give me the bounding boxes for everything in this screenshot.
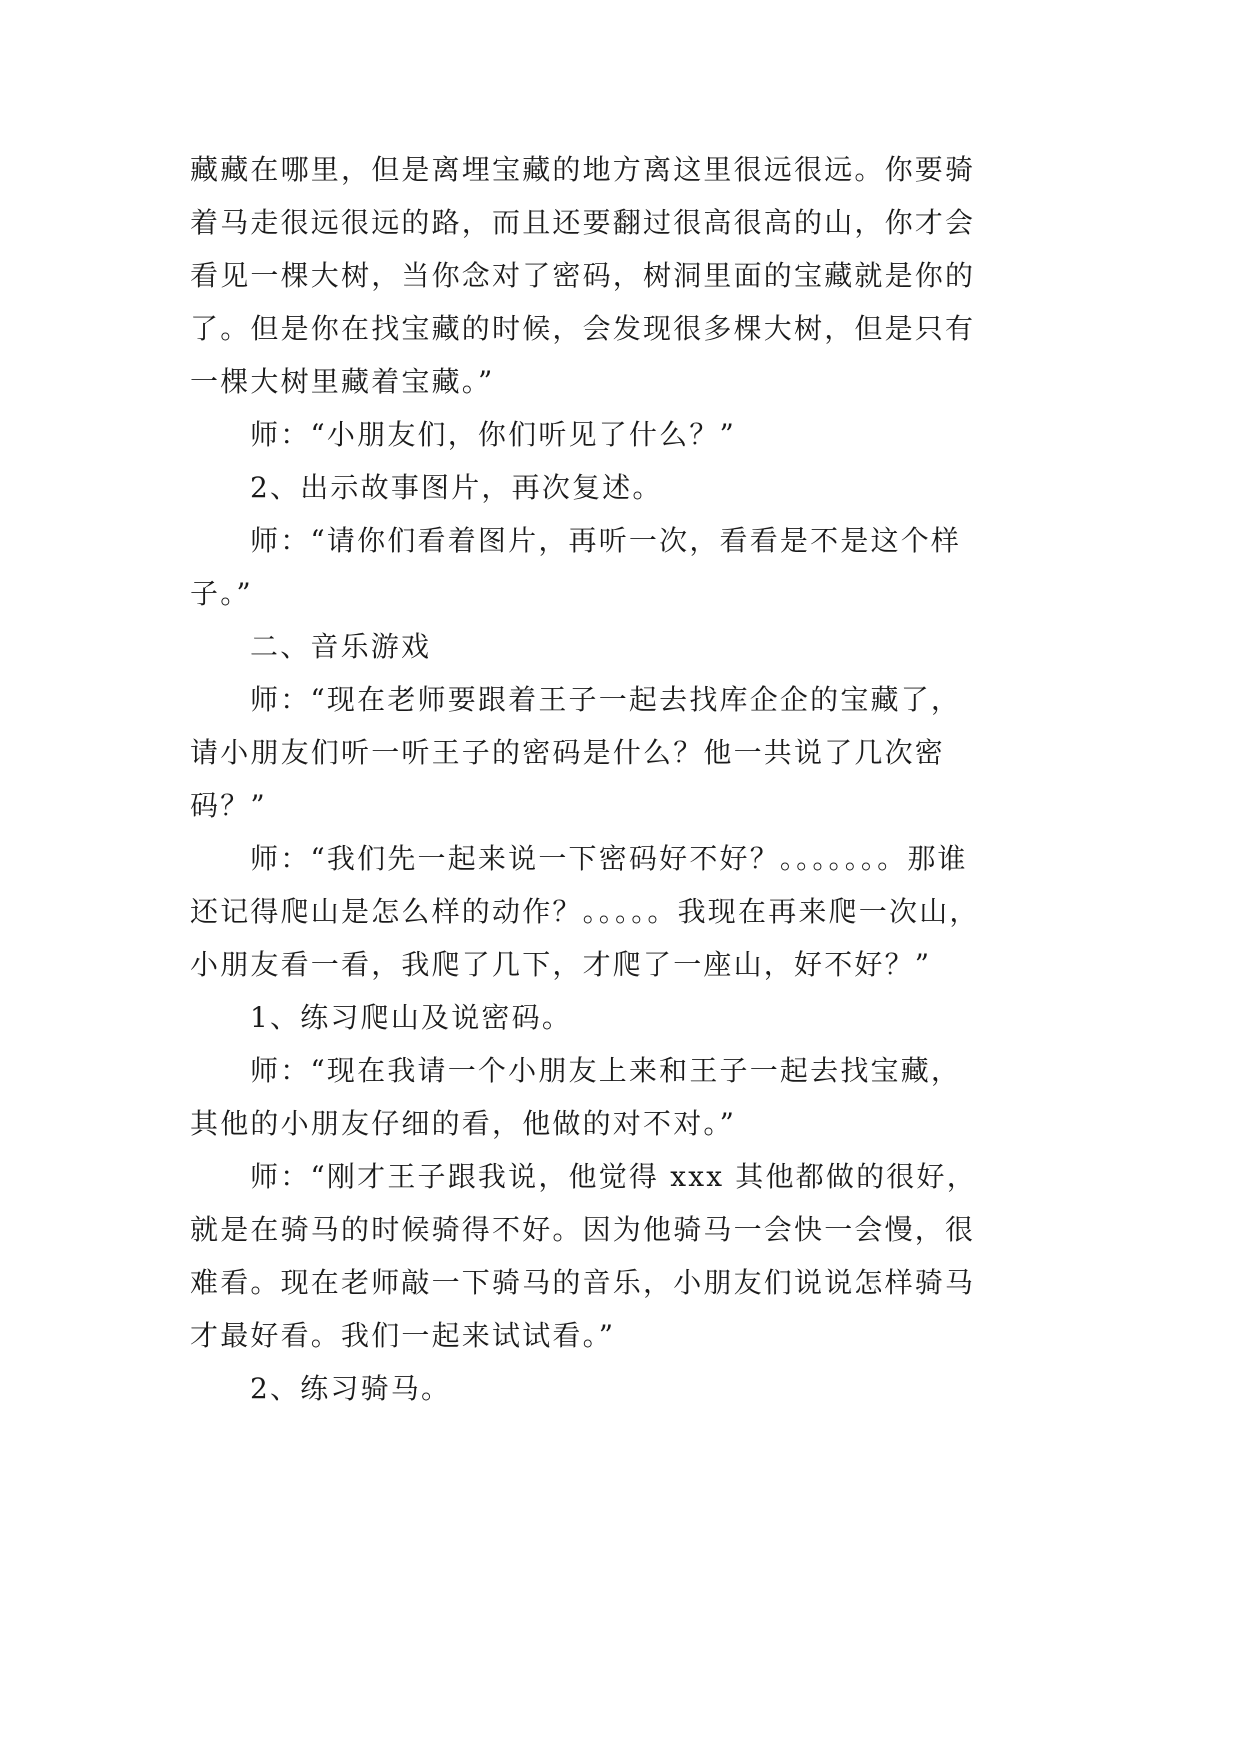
body-text-line: 一棵大树里藏着宝藏。” <box>190 365 495 398</box>
body-text-line: 了。但是你在找宝藏的时候，会发现很多棵大树，但是只有 <box>190 312 976 345</box>
step-heading: 2、出示故事图片，再次复述。 <box>250 471 663 504</box>
body-text-line: 看见一棵大树，当你念对了密码，树洞里面的宝藏就是你的 <box>190 259 976 292</box>
teacher-dialogue-line: 师：“刚才王子跟我说，他觉得 xxx 其他都做的很好， <box>250 1160 977 1193</box>
teacher-dialogue-line: 师：“我们先一起来说一下密码好不好？。。。。。。。那谁 <box>250 842 968 875</box>
teacher-dialogue-line: 师：“现在我请一个小朋友上来和王子一起去找宝藏， <box>250 1054 962 1087</box>
body-text-line: 请小朋友们听一听王子的密码是什么？他一共说了几次密 <box>190 736 946 769</box>
step-heading: 2、练习骑马。 <box>250 1372 452 1405</box>
step-heading: 1、练习爬山及说密码。 <box>250 1001 573 1034</box>
body-text-line: 才最好看。我们一起来试试看。” <box>190 1319 616 1352</box>
body-text-line: 小朋友看一看，我爬了几下，才爬了一座山，好不好？” <box>190 948 932 981</box>
body-text-line: 藏藏在哪里，但是离埋宝藏的地方离这里很远很远。你要骑 <box>190 153 976 186</box>
teacher-dialogue-line: 师：“小朋友们，你们听见了什么？” <box>250 418 737 451</box>
body-text-line: 还记得爬山是怎么样的动作？。。。。。我现在再来爬一次山， <box>190 895 980 928</box>
body-text-line: 着马走很远很远的路，而且还要翻过很高很高的山，你才会 <box>190 206 976 239</box>
body-text-line: 子。” <box>190 577 253 610</box>
body-text-line: 其他的小朋友仔细的看，他做的对不对。” <box>190 1107 737 1140</box>
body-text-line: 就是在骑马的时候骑得不好。因为他骑马一会快一会慢，很 <box>190 1213 976 1246</box>
teacher-dialogue-line: 师：“现在老师要跟着王子一起去找库企企的宝藏了， <box>250 683 962 716</box>
body-text-line: 码？” <box>190 789 267 822</box>
teacher-dialogue-line: 师：“请你们看着图片，再听一次，看看是不是这个样 <box>250 524 962 557</box>
body-text-line: 难看。现在老师敲一下骑马的音乐，小朋友们说说怎样骑马 <box>190 1266 976 1299</box>
section-heading: 二、音乐游戏 <box>250 630 432 663</box>
